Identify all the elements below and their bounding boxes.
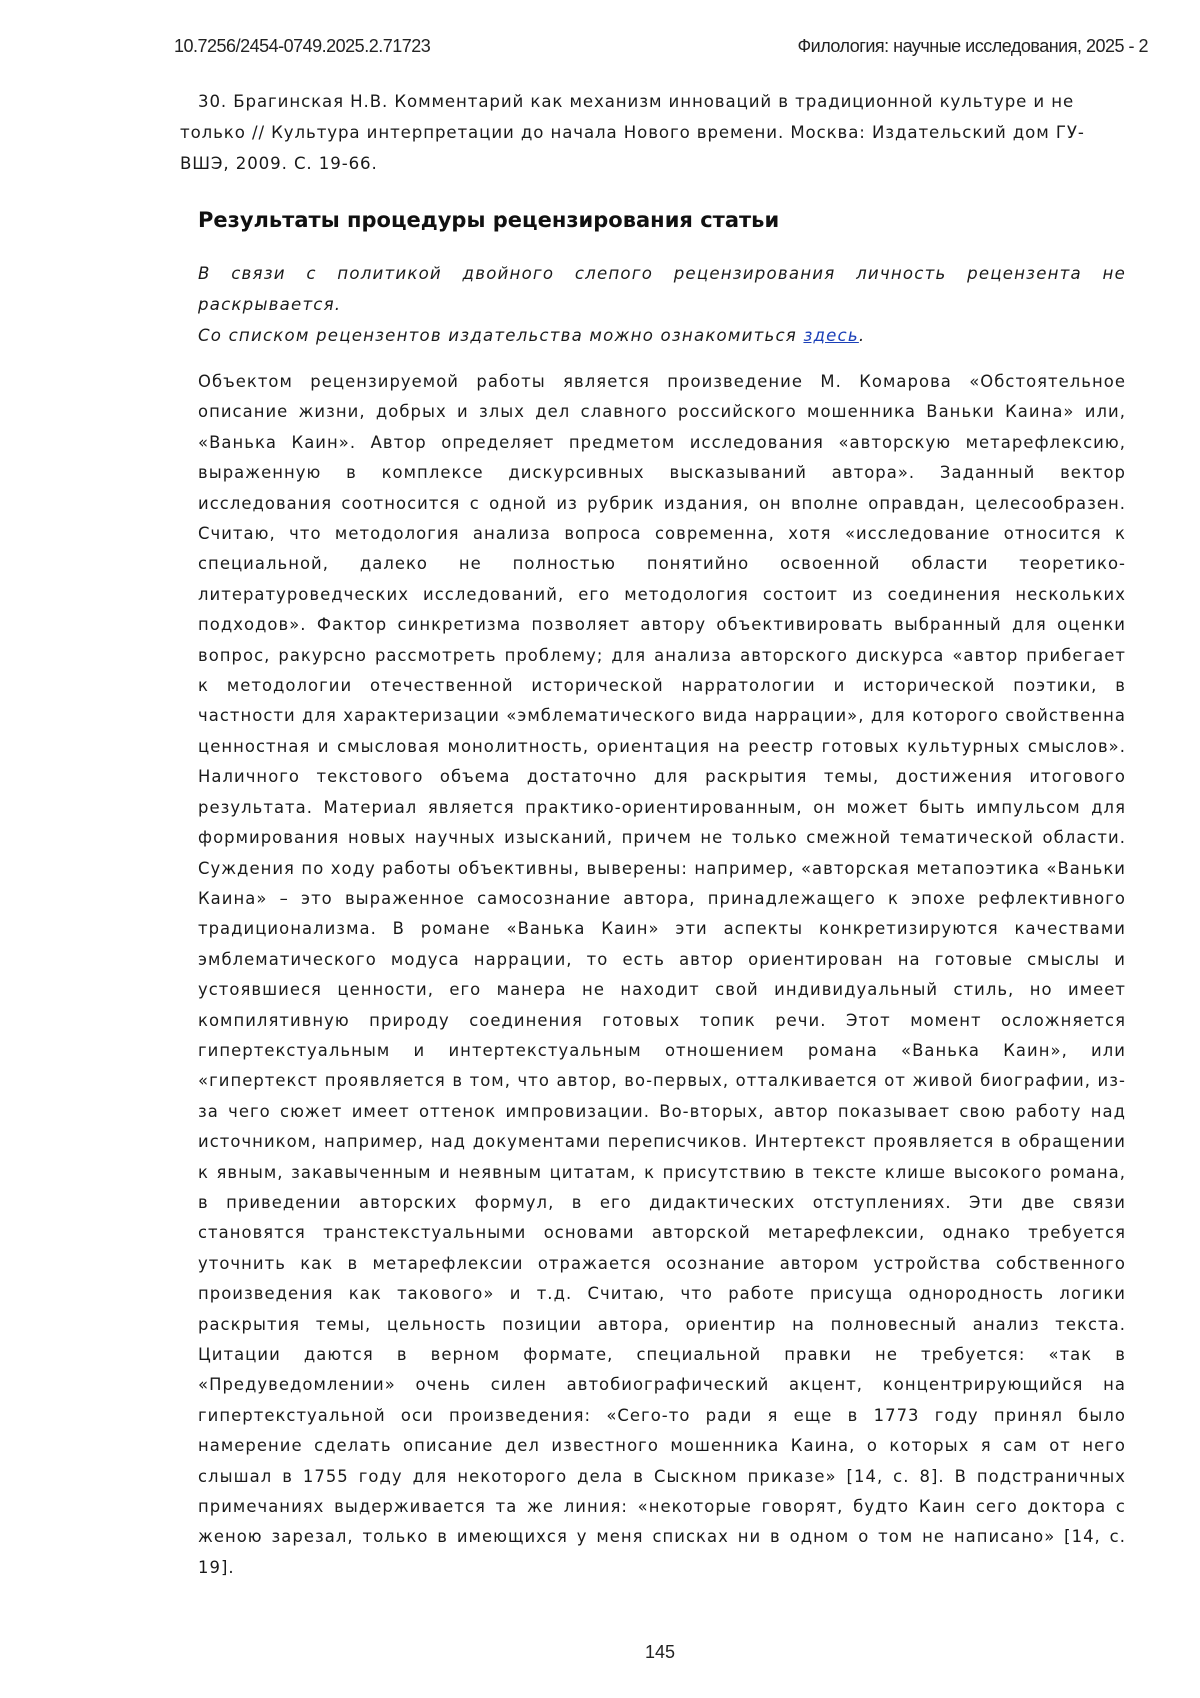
- reviewers-note-text: Со списком рецензентов издательства можно ознакомиться: [198, 326, 804, 345]
- doi-label: 10.7256/2454-0749.2025.2.71723: [174, 36, 431, 56]
- reviewers-list-link[interactable]: здесь: [803, 326, 859, 345]
- review-note: [198, 258, 1126, 351]
- journal-title: Филология: научные исследования, 2025 - 2: [797, 36, 1148, 56]
- reviewers-list-note: [198, 320, 1126, 351]
- reference-line-1: 30. Брагинская Н.В. Комментарий как механизм инноваций в традиционной культуре и не: [198, 92, 1075, 111]
- page-number: 145: [644, 1642, 676, 1662]
- review-body: Объектом рецензируемой работы является произведение М. Комарова «Обстоятельное описание жизни, добрых и злых дел славного российского мошенника Ваньки Каина» или, «Ванька Каин». Автор определяет предметом исследования «авторскую метарефлексию, выраженную в комплексе дискурсивных высказываний автора». Заданный вектор исследования соотносится с одной из рубрик издания, он вполне оправдан, целесообразен. Считаю, что методология анализа вопроса современна, хотя «исследование относится к специальной, далеко не полностью понятийно освоенной области теоретико-литературоведческих исследований, его методология состоит из соединения нескольких подходов». Фактор синкретизма позволяет автору объективировать выбранный для оценки вопрос, ракурсно рассмотреть проблему; для анализа авторского дискурса «автор прибегает к методологии отечественной исторической нарратологии и исторической поэтики, в частности для характеризации «эмблематического вида наррации», для которого свойственна ценностная и смысловая монолитность, ориентация на реестр готовых культурных смыслов». Наличного текстового объема достаточно для раскрытия темы, достижения итогового результата. Материал является практико-ориентированным, он может быть импульсом для формирования новых научных изысканий, причем не только смежной тематической области. Суждения по ходу работы объективны, выверены: например, «авторская метапоэтика «Ваньки Каина» – это выраженное самосознание автора, принадлежащего к эпохе рефлективного традиционализма. В романе «Ванька Каин» эти аспекты конкретизируются качествами эмблематического модуса наррации, то есть автор ориентирован на готовые смыслы и устоявшиеся ценности, его манера не находит свой индивидуальный стиль, но имеет компилятивную природу соединения готовых топик речи. Этот момент осложняется гипертекстуальным и интертекстуальным отношением романа «Ванька Каин», или «гипертекст проявляется в том, что автор, во-первых, отталкивается от живой биографии, из-за чего сюжет имеет оттенок импровизации. Во-вторых, автор показывает свою работу над источником, например, над документами переписчиков. Интертекст проявляется в обращении к явным, закавыченным и неявным цитатам, к присутствию в тексте клише высокого романа, в приведении авторских формул, в его дидактических отступлениях. Эти две связи становятся транстекстуальными основами авторской метарефлексии, однако требуется уточнить как в метарефлексии отражается осознание автором устройства собственного произведения как такового» и т.д. Считаю, что работе присуща однородность логики раскрытия темы, цельность позиции автора, ориентир на полновесный анализ текста. Цитации даются в верном формате, специальной правки не требуется: «так в «Предуведомлении» очень силен автобиографический акцент, концентрирующийся на гипертекстуальной оси произведения: «Сего-то ради я еще в 1773 году принял было намерение сделать описание дел известного мошенника Каина, о которых я сам от него слышал в 1755 году для некоторого дела в Сыскном приказе» [14, с. 8]. В подстраничных примечаниях выдерживается та же линия: «некоторые говорят, будто Каин сего доктора с женою зарезал, только в имеющихся у меня списках ни в одном о том не написано» [14, с. 19].: [198, 372, 1126, 1577]
- reference-line-2: только // Культура интерпретации до начала Нового времени. Москва: Издательский дом ГУ-ВШЭ, 2009. С. 19-66.: [180, 123, 1085, 173]
- page-header: [174, 36, 1148, 60]
- section-title: Результаты процедуры рецензирования статьи: [198, 208, 780, 232]
- blind-review-note: В связи с политикой двойного слепого рецензирования личность рецензента не раскрывается.: [198, 264, 1126, 314]
- reviewers-note-suffix: .: [858, 326, 866, 345]
- reference-item-30: [180, 86, 1124, 179]
